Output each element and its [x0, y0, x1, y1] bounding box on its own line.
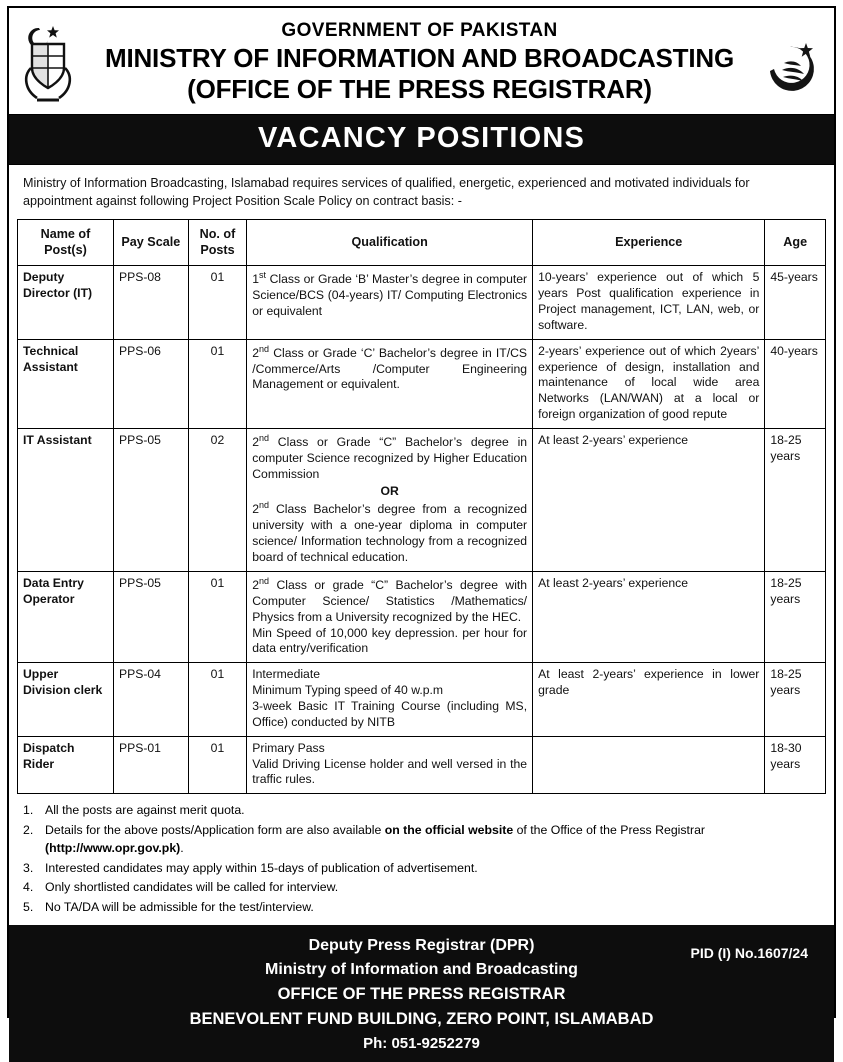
footer-line-office: OFFICE OF THE PRESS REGISTRAR [277, 984, 566, 1003]
table-row [18, 663, 826, 736]
cell-experience: 2-years’ experience out of which 2years’ experience of design, installation and maintenance of local wide area Networks (LAN/WAN) at a local or foreign organization of good repute [533, 339, 765, 428]
cell-pay-scale: PPS-01 [113, 736, 188, 794]
footer-line-address: BENEVOLENT FUND BUILDING, ZERO POINT, ISLAMABAD [189, 1009, 654, 1028]
footer-line-dpr: Deputy Press Registrar (DPR) [308, 936, 535, 954]
note-item [23, 859, 822, 877]
table-row [18, 428, 826, 571]
cell-no-of-posts: 01 [188, 663, 247, 736]
cell-qualification: Primary Pass Valid Driving License holder and well versed in the traffic rules. [247, 736, 533, 794]
cell-no-of-posts: 02 [188, 428, 247, 571]
column-header-age: Age [765, 219, 826, 266]
vacancy-banner: VACANCY POSITIONS [9, 114, 834, 165]
cell-age: 18-25 years [765, 428, 826, 571]
cell-no-of-posts: 01 [188, 339, 247, 428]
cell-no-of-posts: 01 [188, 571, 247, 662]
ministry-line: MINISTRY OF INFORMATION AND BROADCASTING [105, 43, 734, 74]
cell-pay-scale: PPS-05 [113, 428, 188, 571]
pakistan-state-emblem-icon [17, 18, 79, 106]
header-titles [79, 20, 760, 103]
note-item [23, 878, 822, 896]
cell-post-name: Upper Division clerk [18, 663, 114, 736]
cell-post-name: Deputy Director (IT) [18, 266, 114, 339]
column-header-pay-scale: Pay Scale [113, 219, 188, 266]
cell-qualification: 1st Class or Grade ‘B’ Master’s degree in computer Science/BCS (04-years) IT/ Computing Electronics or equivalent [247, 266, 533, 339]
table-header-row [18, 219, 826, 266]
cell-experience: At least 2-years’ experience [533, 571, 765, 662]
footer-line-ministry: Ministry of Information and Broadcasting [265, 960, 578, 978]
intro-paragraph: Ministry of Information Broadcasting, Islamabad requires services of qualified, energetic, experienced and motivated individuals for appointment against following Project Position Scale Policy on contract basis: - [23, 176, 750, 209]
table-row [18, 571, 826, 662]
table-row [18, 339, 826, 428]
document-header [9, 8, 834, 114]
table-row [18, 736, 826, 794]
cell-age: 18-25 years [765, 663, 826, 736]
table-row [18, 266, 826, 339]
note-number: 1. [23, 803, 34, 818]
cell-age: 18-25 years [765, 571, 826, 662]
note-text: Interested candidates may apply within 15-days of publication of advertisement. [45, 860, 478, 875]
document-footer [9, 925, 834, 1062]
column-header-no-of-posts: No. of Posts [188, 219, 247, 266]
note-number: 2. [23, 822, 34, 837]
cell-post-name: Dispatch Rider [18, 736, 114, 794]
cell-pay-scale: PPS-08 [113, 266, 188, 339]
cell-pay-scale: PPS-04 [113, 663, 188, 736]
vacancy-table-wrap [9, 219, 834, 795]
cell-qualification: 2nd Class or grade “C” Bachelor’s degree with Computer Science/ Statistics /Mathematics/ Physics from a University recognized by the HEC. Min Speed of 10,000 key depression. per hour for data entry/verification [247, 571, 533, 662]
note-number: 4. [23, 880, 34, 895]
document-frame [7, 6, 836, 1052]
column-header-post: Name of Post(s) [18, 219, 114, 266]
note-text: No TA/DA will be admissible for the test/interview. [45, 899, 314, 914]
office-line: (OFFICE OF THE PRESS REGISTRAR) [187, 73, 652, 104]
cell-experience [533, 736, 765, 794]
cell-experience: At least 2-years’ experience [533, 428, 765, 571]
cell-pay-scale: PPS-05 [113, 571, 188, 662]
cell-age: 40-years [765, 339, 826, 428]
cell-age: 18-30 years [765, 736, 826, 794]
notes-list [9, 794, 834, 925]
note-text: Details for the above posts/Application form are also available on the official website of the Office of the Press Registrar (http://www.opr.gov.pk). [45, 822, 705, 856]
cell-no-of-posts: 01 [188, 266, 247, 339]
note-number: 5. [23, 899, 34, 914]
note-item [23, 821, 822, 858]
government-line: GOVERNMENT OF PAKISTAN [281, 20, 558, 42]
note-item [23, 801, 822, 819]
cell-experience: At least 2-years’ experience in lower grade [533, 663, 765, 736]
cell-age: 45-years [765, 266, 826, 339]
vacancy-table [17, 219, 826, 795]
note-number: 3. [23, 860, 34, 875]
cell-experience: 10-years’ experience out of which 5 years Post qualification experience in Project management, ICT, LAN, web, or software. [533, 266, 765, 339]
cell-post-name: Technical Assistant [18, 339, 114, 428]
note-text: Only shortlisted candidates will be called for interview. [45, 880, 339, 895]
cell-qualification: 2nd Class or Grade “C” Bachelor’s degree in computer Science recognized by Higher Education Commission OR 2nd Class Bachelor’s degree from a recognized university with a one-year diploma in computer science/ Information technology from a recognized board of technical education. [247, 428, 533, 571]
footer-line-phone: Ph: 051-9252279 [363, 1034, 480, 1052]
note-text: All the posts are against merit quota. [45, 803, 245, 818]
cell-qualification: 2nd Class or Grade ‘C’ Bachelor’s degree in IT/CS /Commerce/Arts /Computer Engineering Management or equivalent. [247, 339, 533, 428]
cell-post-name: Data Entry Operator [18, 571, 114, 662]
azm-e-istehkam-logo-icon [760, 25, 826, 99]
column-header-experience: Experience [533, 219, 765, 266]
cell-pay-scale: PPS-06 [113, 339, 188, 428]
column-header-qualification: Qualification [247, 219, 533, 266]
cell-post-name: IT Assistant [18, 428, 114, 571]
note-item [23, 898, 822, 916]
cell-no-of-posts: 01 [188, 736, 247, 794]
cell-qualification: Intermediate Minimum Typing speed of 40 w.p.m 3-week Basic IT Training Course (including MS, Office) conducted by NITB [247, 663, 533, 736]
pid-number: PID (I) No.1607/24 [690, 944, 808, 961]
